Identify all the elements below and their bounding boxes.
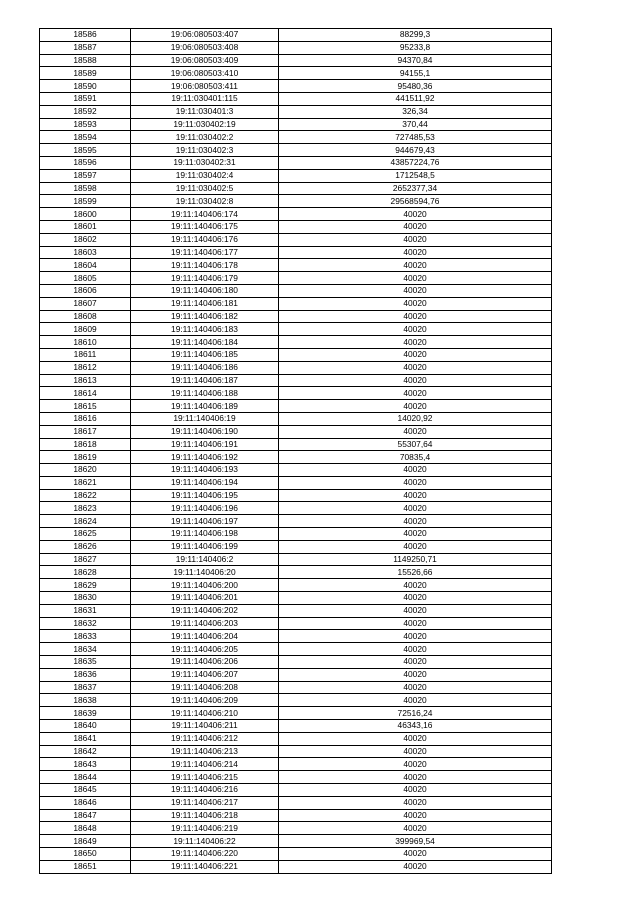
table-row	[40, 476, 552, 489]
row-number-cell: 18610	[40, 336, 131, 349]
row-number-cell: 18603	[40, 246, 131, 259]
data-table	[39, 28, 552, 874]
value-cell: 40020	[279, 796, 552, 809]
cadastral-number-cell: 19:11:140406:182	[131, 310, 279, 323]
cadastral-number-cell: 19:11:140406:20	[131, 566, 279, 579]
row-number-cell: 18637	[40, 681, 131, 694]
row-number-cell: 18619	[40, 451, 131, 464]
table-row	[40, 732, 552, 745]
table-row	[40, 374, 552, 387]
table-row	[40, 182, 552, 195]
value-cell: 40020	[279, 784, 552, 797]
cadastral-number-cell: 19:11:140406:218	[131, 809, 279, 822]
table-row	[40, 438, 552, 451]
value-cell: 40020	[279, 374, 552, 387]
value-cell: 40020	[279, 604, 552, 617]
table-row	[40, 118, 552, 131]
value-cell: 40020	[279, 822, 552, 835]
cadastral-number-cell: 19:11:140406:184	[131, 336, 279, 349]
cadastral-number-cell: 19:11:140406:186	[131, 361, 279, 374]
cadastral-number-cell: 19:11:140406:2	[131, 553, 279, 566]
cadastral-number-cell: 19:11:140406:212	[131, 732, 279, 745]
cadastral-number-cell: 19:11:030402:31	[131, 156, 279, 169]
row-number-cell: 18626	[40, 540, 131, 553]
table-row	[40, 336, 552, 349]
cadastral-number-cell: 19:11:140406:195	[131, 489, 279, 502]
value-cell: 94155,1	[279, 67, 552, 80]
row-number-cell: 18604	[40, 259, 131, 272]
table-row	[40, 681, 552, 694]
cadastral-number-cell: 19:11:140406:175	[131, 220, 279, 233]
table-row	[40, 323, 552, 336]
cadastral-number-cell: 19:06:080503:411	[131, 80, 279, 93]
cadastral-number-cell: 19:11:030402:19	[131, 118, 279, 131]
cadastral-number-cell: 19:11:140406:220	[131, 848, 279, 861]
cadastral-number-cell: 19:11:140406:187	[131, 374, 279, 387]
cadastral-number-cell: 19:11:140406:211	[131, 720, 279, 733]
value-cell: 40020	[279, 668, 552, 681]
row-number-cell: 18631	[40, 604, 131, 617]
cadastral-number-cell: 19:11:140406:217	[131, 796, 279, 809]
row-number-cell: 18598	[40, 182, 131, 195]
cadastral-number-cell: 19:11:140406:219	[131, 822, 279, 835]
table-row	[40, 144, 552, 157]
value-cell: 1149250,71	[279, 553, 552, 566]
table-row	[40, 80, 552, 93]
value-cell: 40020	[279, 387, 552, 400]
row-number-cell: 18630	[40, 592, 131, 605]
row-number-cell: 18635	[40, 656, 131, 669]
row-number-cell: 18640	[40, 720, 131, 733]
cadastral-number-cell: 19:11:140406:202	[131, 604, 279, 617]
value-cell: 40020	[279, 323, 552, 336]
value-cell: 40020	[279, 630, 552, 643]
cadastral-number-cell: 19:11:140406:221	[131, 860, 279, 873]
cadastral-number-cell: 19:11:030402:2	[131, 131, 279, 144]
value-cell: 40020	[279, 233, 552, 246]
value-cell: 40020	[279, 425, 552, 438]
row-number-cell: 18641	[40, 732, 131, 745]
table-row	[40, 259, 552, 272]
row-number-cell: 18623	[40, 502, 131, 515]
table-row	[40, 745, 552, 758]
row-number-cell: 18644	[40, 771, 131, 784]
table-row	[40, 592, 552, 605]
cadastral-number-cell: 19:11:140406:193	[131, 464, 279, 477]
value-cell: 88299,3	[279, 29, 552, 42]
value-cell: 40020	[279, 745, 552, 758]
table-row	[40, 707, 552, 720]
value-cell: 40020	[279, 515, 552, 528]
value-cell: 40020	[279, 579, 552, 592]
cadastral-number-cell: 19:11:140406:199	[131, 540, 279, 553]
cadastral-number-cell: 19:11:140406:174	[131, 208, 279, 221]
row-number-cell: 18590	[40, 80, 131, 93]
value-cell: 40020	[279, 848, 552, 861]
cadastral-number-cell: 19:11:140406:201	[131, 592, 279, 605]
value-cell: 40020	[279, 732, 552, 745]
cadastral-number-cell: 19:11:140406:204	[131, 630, 279, 643]
row-number-cell: 18634	[40, 643, 131, 656]
table-row	[40, 515, 552, 528]
value-cell: 40020	[279, 400, 552, 413]
row-number-cell: 18612	[40, 361, 131, 374]
row-number-cell: 18625	[40, 528, 131, 541]
cadastral-number-cell: 19:06:080503:410	[131, 67, 279, 80]
row-number-cell: 18601	[40, 220, 131, 233]
value-cell: 40020	[279, 297, 552, 310]
row-number-cell: 18600	[40, 208, 131, 221]
table-row	[40, 105, 552, 118]
table-row	[40, 860, 552, 873]
row-number-cell: 18615	[40, 400, 131, 413]
table-row	[40, 348, 552, 361]
row-number-cell: 18642	[40, 745, 131, 758]
cadastral-number-cell: 19:11:140406:188	[131, 387, 279, 400]
value-cell: 40020	[279, 694, 552, 707]
cadastral-number-cell: 19:11:030401:3	[131, 105, 279, 118]
row-number-cell: 18645	[40, 784, 131, 797]
value-cell: 40020	[279, 361, 552, 374]
row-number-cell: 18597	[40, 169, 131, 182]
cadastral-number-cell: 19:11:140406:197	[131, 515, 279, 528]
row-number-cell: 18593	[40, 118, 131, 131]
cadastral-number-cell: 19:11:140406:198	[131, 528, 279, 541]
cadastral-number-cell: 19:11:140406:178	[131, 259, 279, 272]
table-row	[40, 310, 552, 323]
value-cell: 441511,92	[279, 92, 552, 105]
value-cell: 370,44	[279, 118, 552, 131]
value-cell: 15526,66	[279, 566, 552, 579]
cadastral-number-cell: 19:11:140406:207	[131, 668, 279, 681]
cadastral-number-cell: 19:11:140406:215	[131, 771, 279, 784]
table-row	[40, 233, 552, 246]
cadastral-number-cell: 19:11:140406:206	[131, 656, 279, 669]
value-cell: 326,34	[279, 105, 552, 118]
value-cell: 40020	[279, 272, 552, 285]
value-cell: 40020	[279, 656, 552, 669]
row-number-cell: 18596	[40, 156, 131, 169]
value-cell: 70835,4	[279, 451, 552, 464]
row-number-cell: 18611	[40, 348, 131, 361]
row-number-cell: 18594	[40, 131, 131, 144]
table-row	[40, 553, 552, 566]
table-row	[40, 502, 552, 515]
cadastral-number-cell: 19:11:030402:3	[131, 144, 279, 157]
row-number-cell: 18599	[40, 195, 131, 208]
cadastral-number-cell: 19:11:140406:208	[131, 681, 279, 694]
table-row	[40, 284, 552, 297]
table-row	[40, 156, 552, 169]
table-row	[40, 246, 552, 259]
row-number-cell: 18643	[40, 758, 131, 771]
row-number-cell: 18627	[40, 553, 131, 566]
table-row	[40, 425, 552, 438]
cadastral-number-cell: 19:11:140406:189	[131, 400, 279, 413]
table-row	[40, 208, 552, 221]
row-number-cell: 18648	[40, 822, 131, 835]
row-number-cell: 18624	[40, 515, 131, 528]
table-row	[40, 489, 552, 502]
value-cell: 29568594,76	[279, 195, 552, 208]
cadastral-number-cell: 19:06:080503:408	[131, 41, 279, 54]
value-cell: 40020	[279, 592, 552, 605]
cadastral-number-cell: 19:11:140406:200	[131, 579, 279, 592]
row-number-cell: 18606	[40, 284, 131, 297]
value-cell: 40020	[279, 860, 552, 873]
cadastral-number-cell: 19:11:140406:179	[131, 272, 279, 285]
cadastral-number-cell: 19:11:140406:214	[131, 758, 279, 771]
table-row	[40, 694, 552, 707]
value-cell: 40020	[279, 208, 552, 221]
value-cell: 40020	[279, 489, 552, 502]
table-row	[40, 758, 552, 771]
cadastral-number-cell: 19:11:140406:194	[131, 476, 279, 489]
cadastral-number-cell: 19:06:080503:409	[131, 54, 279, 67]
row-number-cell: 18613	[40, 374, 131, 387]
row-number-cell: 18628	[40, 566, 131, 579]
row-number-cell: 18609	[40, 323, 131, 336]
table-row	[40, 668, 552, 681]
value-cell: 40020	[279, 259, 552, 272]
cadastral-number-cell: 19:11:140406:209	[131, 694, 279, 707]
value-cell: 40020	[279, 246, 552, 259]
row-number-cell: 18647	[40, 809, 131, 822]
table-row	[40, 809, 552, 822]
table-row	[40, 361, 552, 374]
value-cell: 72516,24	[279, 707, 552, 720]
value-cell: 399969,54	[279, 835, 552, 848]
value-cell: 40020	[279, 348, 552, 361]
table-row	[40, 848, 552, 861]
row-number-cell: 18636	[40, 668, 131, 681]
row-number-cell: 18633	[40, 630, 131, 643]
cadastral-number-cell: 19:11:140406:177	[131, 246, 279, 259]
cadastral-number-cell: 19:11:140406:181	[131, 297, 279, 310]
cadastral-number-cell: 19:11:140406:176	[131, 233, 279, 246]
table-row	[40, 54, 552, 67]
row-number-cell: 18588	[40, 54, 131, 67]
value-cell: 40020	[279, 502, 552, 515]
value-cell: 944679,43	[279, 144, 552, 157]
table-row	[40, 540, 552, 553]
cadastral-number-cell: 19:11:140406:183	[131, 323, 279, 336]
table-row	[40, 451, 552, 464]
cadastral-number-cell: 19:11:140406:192	[131, 451, 279, 464]
row-number-cell: 18620	[40, 464, 131, 477]
table-row	[40, 617, 552, 630]
table-row	[40, 195, 552, 208]
table-row	[40, 656, 552, 669]
value-cell: 14020,92	[279, 412, 552, 425]
value-cell: 40020	[279, 528, 552, 541]
table-row	[40, 464, 552, 477]
value-cell: 40020	[279, 681, 552, 694]
table-row	[40, 579, 552, 592]
cadastral-number-cell: 19:11:140406:185	[131, 348, 279, 361]
table-row	[40, 784, 552, 797]
row-number-cell: 18632	[40, 617, 131, 630]
value-cell: 40020	[279, 758, 552, 771]
table-row	[40, 387, 552, 400]
cadastral-number-cell: 19:11:140406:190	[131, 425, 279, 438]
value-cell: 95233,8	[279, 41, 552, 54]
table-row	[40, 796, 552, 809]
table-row	[40, 297, 552, 310]
table-row	[40, 220, 552, 233]
row-number-cell: 18629	[40, 579, 131, 592]
table-row	[40, 41, 552, 54]
row-number-cell: 18639	[40, 707, 131, 720]
table-body	[40, 29, 552, 874]
value-cell: 40020	[279, 643, 552, 656]
row-number-cell: 18605	[40, 272, 131, 285]
value-cell: 727485,53	[279, 131, 552, 144]
row-number-cell: 18649	[40, 835, 131, 848]
cadastral-number-cell: 19:11:140406:216	[131, 784, 279, 797]
table-row	[40, 528, 552, 541]
row-number-cell: 18638	[40, 694, 131, 707]
row-number-cell: 18617	[40, 425, 131, 438]
cadastral-number-cell: 19:11:030402:4	[131, 169, 279, 182]
value-cell: 2652377,34	[279, 182, 552, 195]
row-number-cell: 18650	[40, 848, 131, 861]
cadastral-number-cell: 19:06:080503:407	[131, 29, 279, 42]
cadastral-number-cell: 19:11:140406:19	[131, 412, 279, 425]
row-number-cell: 18621	[40, 476, 131, 489]
cadastral-number-cell: 19:11:140406:196	[131, 502, 279, 515]
table-row	[40, 771, 552, 784]
cadastral-number-cell: 19:11:030402:8	[131, 195, 279, 208]
table-row	[40, 67, 552, 80]
table-row	[40, 29, 552, 42]
value-cell: 55307,64	[279, 438, 552, 451]
table-row	[40, 604, 552, 617]
value-cell: 40020	[279, 220, 552, 233]
table-row	[40, 822, 552, 835]
value-cell: 40020	[279, 771, 552, 784]
cadastral-number-cell: 19:11:140406:203	[131, 617, 279, 630]
row-number-cell: 18587	[40, 41, 131, 54]
row-number-cell: 18614	[40, 387, 131, 400]
table-row	[40, 412, 552, 425]
table-row	[40, 835, 552, 848]
table-row	[40, 720, 552, 733]
row-number-cell: 18589	[40, 67, 131, 80]
table-row	[40, 272, 552, 285]
row-number-cell: 18586	[40, 29, 131, 42]
row-number-cell: 18608	[40, 310, 131, 323]
table-row	[40, 92, 552, 105]
value-cell: 40020	[279, 284, 552, 297]
table-row	[40, 131, 552, 144]
row-number-cell: 18618	[40, 438, 131, 451]
value-cell: 40020	[279, 476, 552, 489]
table-row	[40, 169, 552, 182]
value-cell: 40020	[279, 310, 552, 323]
value-cell: 40020	[279, 809, 552, 822]
cadastral-number-cell: 19:11:140406:180	[131, 284, 279, 297]
value-cell: 94370,84	[279, 54, 552, 67]
row-number-cell: 18591	[40, 92, 131, 105]
cadastral-number-cell: 19:11:140406:210	[131, 707, 279, 720]
row-number-cell: 18622	[40, 489, 131, 502]
row-number-cell: 18602	[40, 233, 131, 246]
cadastral-number-cell: 19:11:030401:115	[131, 92, 279, 105]
table-row	[40, 643, 552, 656]
table-row	[40, 400, 552, 413]
cadastral-number-cell: 19:11:140406:205	[131, 643, 279, 656]
value-cell: 40020	[279, 336, 552, 349]
table-row	[40, 630, 552, 643]
row-number-cell: 18595	[40, 144, 131, 157]
value-cell: 40020	[279, 617, 552, 630]
value-cell: 40020	[279, 464, 552, 477]
value-cell: 40020	[279, 540, 552, 553]
value-cell: 95480,36	[279, 80, 552, 93]
cadastral-number-cell: 19:11:140406:22	[131, 835, 279, 848]
table-row	[40, 566, 552, 579]
row-number-cell: 18651	[40, 860, 131, 873]
row-number-cell: 18616	[40, 412, 131, 425]
cadastral-number-cell: 19:11:140406:213	[131, 745, 279, 758]
value-cell: 46343,16	[279, 720, 552, 733]
row-number-cell: 18592	[40, 105, 131, 118]
row-number-cell: 18646	[40, 796, 131, 809]
cadastral-number-cell: 19:11:030402:5	[131, 182, 279, 195]
value-cell: 43857224,76	[279, 156, 552, 169]
cadastral-number-cell: 19:11:140406:191	[131, 438, 279, 451]
value-cell: 1712548,5	[279, 169, 552, 182]
row-number-cell: 18607	[40, 297, 131, 310]
